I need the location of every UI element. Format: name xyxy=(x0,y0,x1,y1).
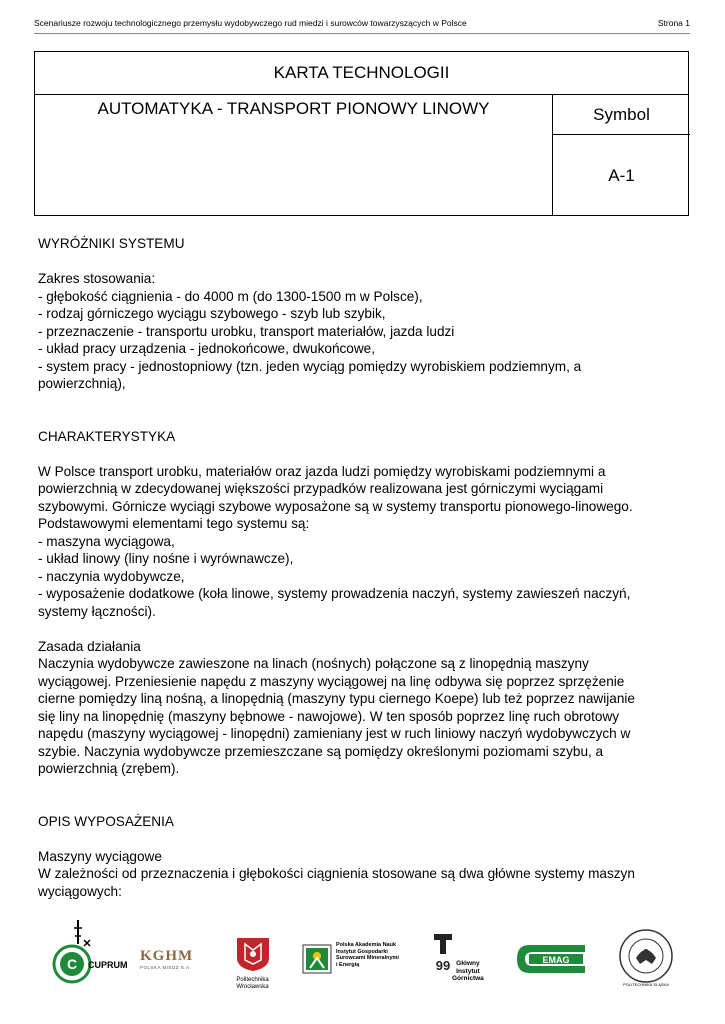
gig-text xyxy=(452,960,484,983)
card-symbol-label: Symbol xyxy=(553,95,690,135)
emag-wordmark: EMAG xyxy=(542,955,570,965)
card-subtitle: AUTOMATYKA - TRANSPORT PIONOWY LINOWY xyxy=(35,95,553,216)
equipment-line: W zależności od przeznaczenia i głębokości ciągnienia stosowane są dwa główne systemy maszyn xyxy=(38,866,635,881)
header-page-number: Strona 1 xyxy=(657,18,690,28)
characteristics-line: Podstawowymi elementami tego systemu są: xyxy=(38,516,310,531)
pan-emblem-icon xyxy=(302,944,332,974)
card-title: KARTA TECHNOLOGII xyxy=(35,52,688,95)
characteristics-line: - maszyna wyciągowa, xyxy=(38,533,175,549)
document-body xyxy=(38,235,688,900)
characteristics-line: systemy łączności). xyxy=(38,603,156,619)
characteristics-line: - naczynia wydobywcze, xyxy=(38,568,185,584)
pwr-caption-2: Wrocławska xyxy=(236,984,269,990)
kghm-subline: POLSKA MIEDŹ S.A. xyxy=(140,965,192,970)
pan-line-2: Instytut Gospodarki xyxy=(336,948,388,955)
pwr-crest-icon xyxy=(235,936,271,972)
polsl-seal-icon xyxy=(618,928,674,984)
characteristics-line: W Polsce transport urobku, materiałów oraz jazda ludzi pomiędzy wyrobiskami podziemnymi a xyxy=(38,463,606,479)
pan-line-4: i Energią xyxy=(336,961,360,968)
page-header xyxy=(34,18,690,28)
partner-logos xyxy=(40,918,690,998)
gig-line-3: Górnictwa xyxy=(452,975,484,982)
pan-logo xyxy=(302,942,422,982)
principle-line: się liny na linopędnię (maszyny bębnowe - nawojowe). W ten sposób poprzez linę ruch obrotowy xyxy=(38,708,620,724)
pan-line-3: Surowcami Mineralnymi xyxy=(336,955,399,961)
emag-logo xyxy=(515,943,587,975)
equipment-line: wyciągowych: xyxy=(38,883,122,899)
characteristics-line: - układ linowy (liny nośne i wyrównawcze), xyxy=(38,551,294,566)
principle-heading: Zasada działania xyxy=(38,638,141,654)
principle-line: powierzchnią (zrębem). xyxy=(38,761,180,776)
pwr-caption-1: Politechnika xyxy=(236,977,269,983)
gig-line-1: Główny xyxy=(456,960,480,967)
emag-emblem-icon xyxy=(515,943,587,975)
section-heading-features: WYRÓŻNIKI SYSTEMU xyxy=(38,236,185,251)
scope-intro: Zakres stosowania: xyxy=(38,271,156,286)
scope-line: - układ pracy urządzenia - jednokońcowe, dwukońcowe, xyxy=(38,341,376,356)
scope-line: - przeznaczenie - transportu urobku, transport materiałów, jazda ludzi xyxy=(38,323,455,339)
principle-line: cierne pomiędzy liną nośną, a linopędnią (maszyny typu ciernego Koepe) lub też poprzez nawijanie xyxy=(38,691,635,706)
header-rule xyxy=(34,33,690,34)
characteristics-line: powierzchnią w zdecydowanej większości przypadków realizowana jest górniczymi wyciągami xyxy=(38,481,604,496)
technology-card xyxy=(34,51,689,216)
pan-line-1: Polska Akademia Nauk xyxy=(336,942,397,948)
cuprum-wordmark: CUPRUM xyxy=(88,960,128,970)
principle-line: Naczynia wydobywcze zawieszone na linach (nośnych) połączone są z linopędnią maszyny xyxy=(38,656,589,671)
section-heading-equipment: OPIS WYPOSAŻENIA xyxy=(38,813,174,829)
scope-line: - rodzaj górniczego wyciągu szybowego - szyb lub szybik, xyxy=(38,306,386,321)
section-heading-characteristics: CHARAKTERYSTYKA xyxy=(38,428,176,444)
pwr-logo xyxy=(230,936,275,996)
card-symbol-value: A-1 xyxy=(608,165,635,185)
characteristics-line: szybowymi. Górnicze wyciągi szybowe wyposażone są w systemy transportu pionowego-linowego. xyxy=(38,498,633,514)
gig-logo xyxy=(430,932,490,996)
header-document-title: Scenariusze rozwoju technologicznego przemysłu wydobywczego rud miedzi i surowców towarzyszących w Polsce xyxy=(34,18,467,28)
equipment-subheading: Maszyny wyciągowe xyxy=(38,848,162,864)
svg-text:C: C xyxy=(66,956,78,972)
cuprum-logo xyxy=(50,918,130,988)
characteristics-line: - wyposażenie dodatkowe (koła linowe, systemy prowadzenia naczyń, systemy zawieszeń naczyń, xyxy=(38,586,631,601)
pan-text xyxy=(336,942,399,968)
gig-line-2: Instytut xyxy=(456,967,480,975)
polsl-ring-text: POLITECHNIKA ŚLĄSKA xyxy=(623,982,669,987)
scope-line: - system pracy - jednostopniowy (tzn. jeden wyciąg pomiędzy wyrobiskiem podziemnym, a xyxy=(38,358,582,374)
scope-line: powierzchnią), xyxy=(38,376,126,391)
kghm-wordmark: KGHM xyxy=(140,948,194,964)
svg-text:99: 99 xyxy=(435,958,451,973)
kghm-logo xyxy=(140,948,210,988)
principle-line: wyciągowej. Przeniesienie napędu z maszyny wyciągowej na linę odbywa się poprzez sprzężenie xyxy=(38,673,625,689)
cuprum-emblem-icon xyxy=(50,918,130,988)
scope-line: - głębokość ciągnienia - do 4000 m (do 1300-1500 m w Polsce), xyxy=(38,288,423,304)
polsl-logo xyxy=(618,928,674,988)
principle-line: szybie. Naczynia wydobywcze przemieszczane są pomiędzy określonymi poziomami szybu, a xyxy=(38,743,604,759)
principle-line: napędu (maszyny wyciągowej - linopędni) zamieniany jest w ruch liniowy naczyń wydobywczych w xyxy=(38,726,631,741)
